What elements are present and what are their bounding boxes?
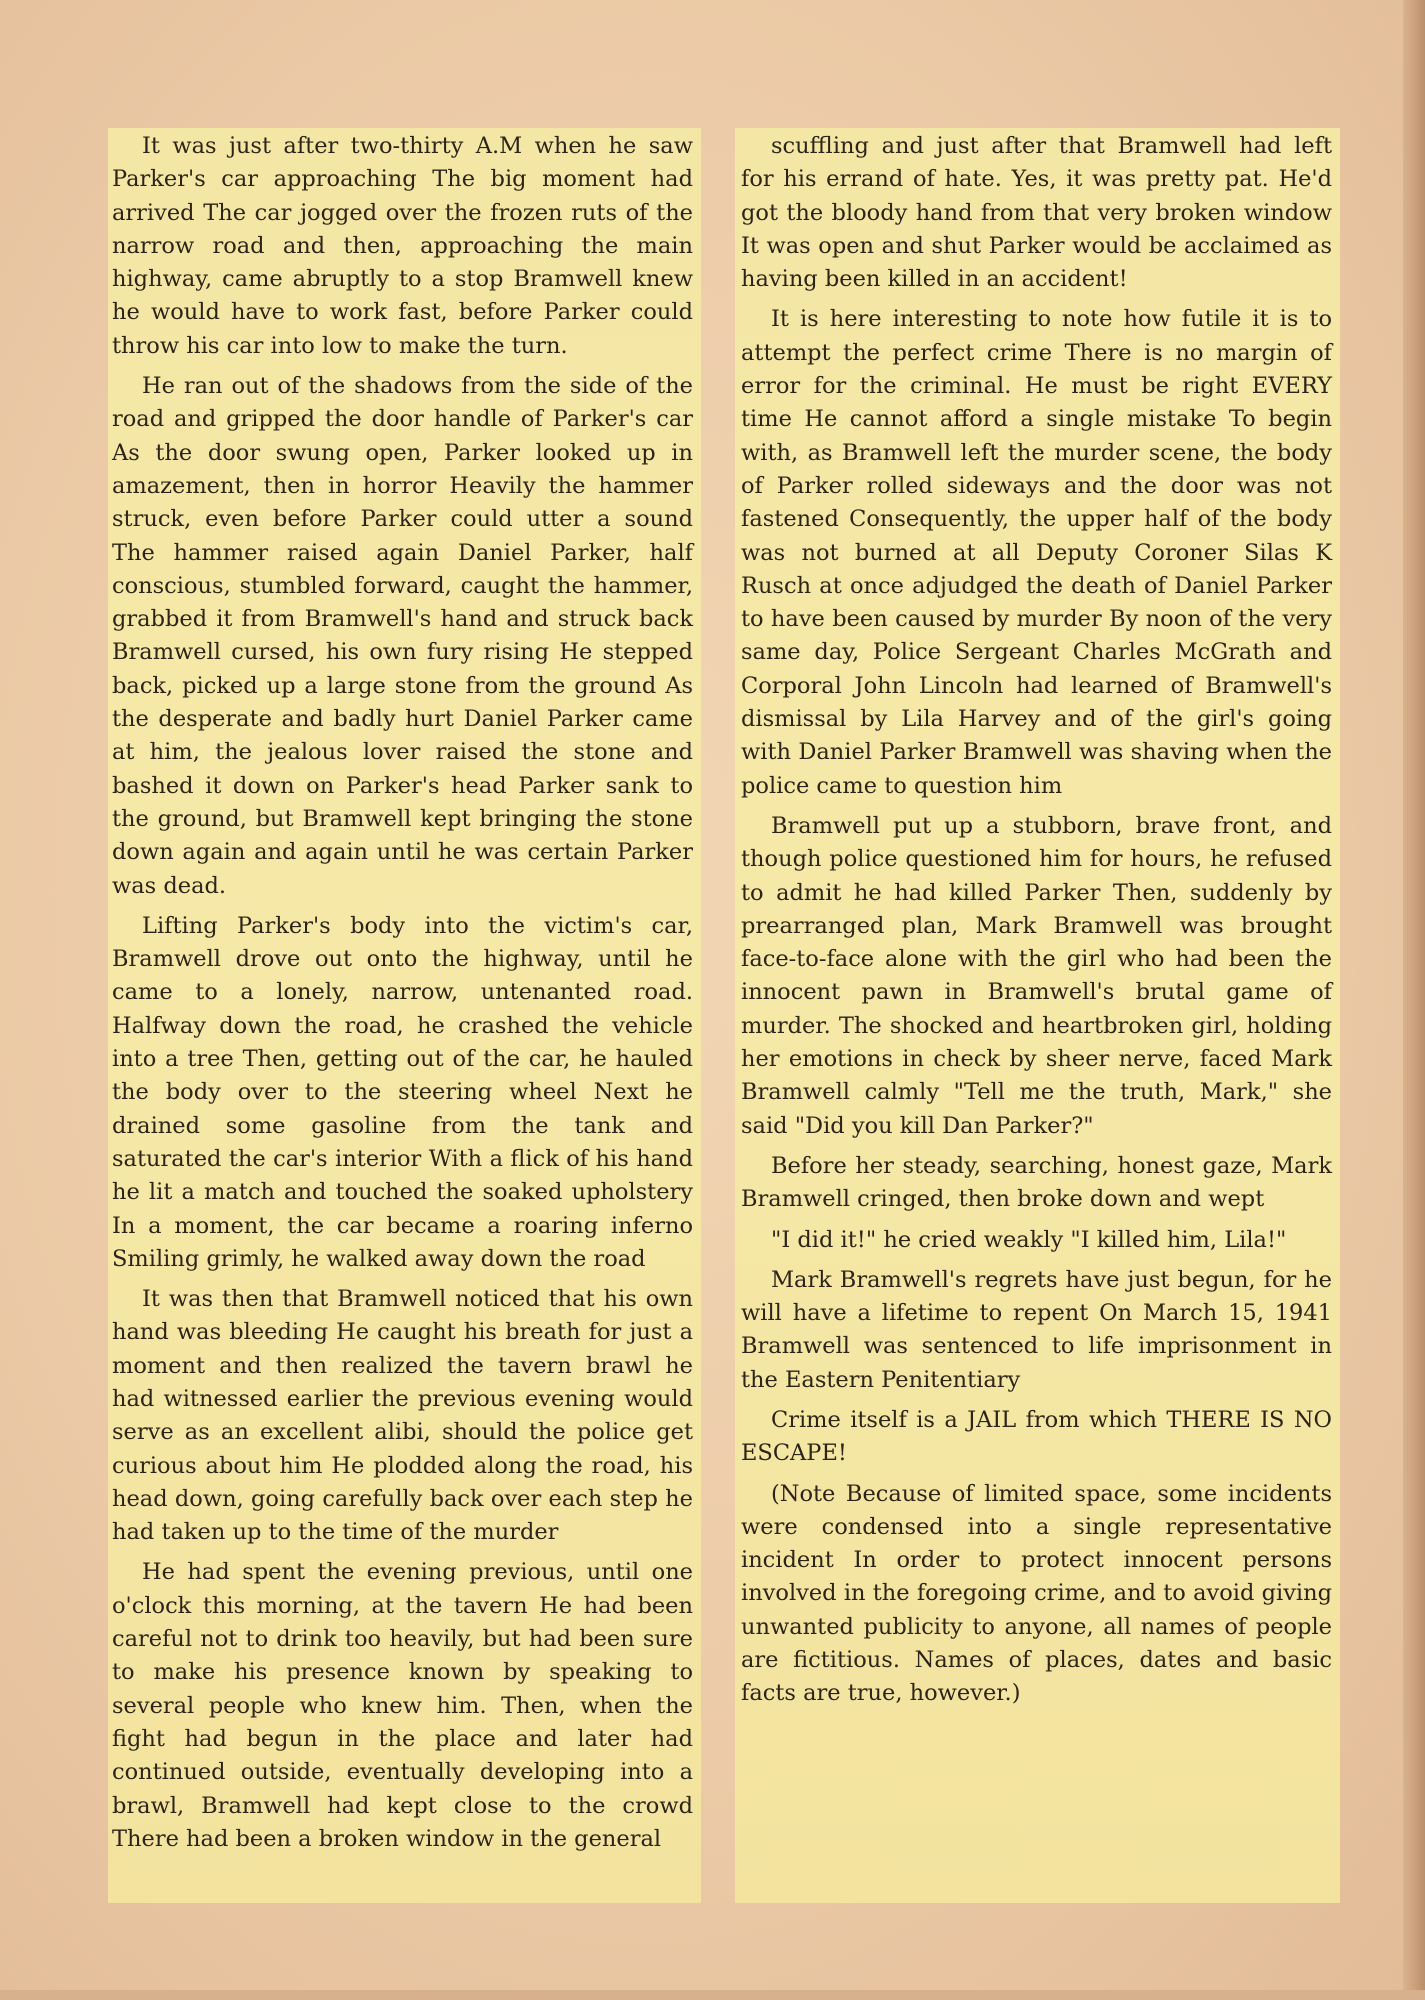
paragraph: Mark Bramwell's regrets have just begun, for he will have a lifetime to repent On March 15, 1941 Bramwell was sentenced to life imprisonment in the Eastern Penitentiary [741,1266,1332,1393]
paragraph: It was then that Bramwell noticed that his own hand was bleeding He caught his breath for just a moment and then realized the tavern brawl he had witnessed earlier the previous evening would serve as an excellent alibi, should the police get curious about him He plodded along the road, his head down, going carefully back over each step he had taken up to the time of the murder [112,1286,693,1546]
paragraph: He had spent the evening previous, until one o'clock this morning, at the tavern He had been careful not to drink too heavily, but had been sure to make his presence known by speaking to several people who knew him. Then, when the fight had begun in the place and later had continued outside, eventually developing into a brawl, Bramwell had kept close to the crowd There had been a broken window in the general [112,1559,693,1852]
paragraph: Before her steady, searching, honest gaze, Mark Bramwell cringed, then broke down and wept [741,1152,1332,1213]
paragraph: Lifting Parker's body into the victim's car, Bramwell drove out onto the highway, until he came to a lonely, narrow, untenanted road. Halfway down the road, he crashed the vehicle into a tree Then, getting out of the car, he hauled the body over to the steering wheel Next he drained some gasoline from the tank and saturated the car's interior With a flick of his hand he lit a match and touched the soaked upholstery In a moment, the car became a roaring inferno Smiling grimly, he walked away down the road [112,912,693,1272]
paragraph: "I did it!" he cried weakly "I killed him, Lila!" [771,1226,1287,1253]
paragraph: Bramwell put up a stubborn, brave front, and though police questioned him for hours, he refused to admit he had killed Parker Then, suddenly by prearranged plan, Mark Bramwell was brought face-to-face alone with the girl who had been the innocent pawn in Bramwell's brutal game of murder. The shocked and heartbroken girl, holding her emotions in check by sheer nerve, faced Mark Bramwell calmly "Tell me the truth, Mark," she said "Did you kill Dan Parker?" [741,812,1332,1139]
editor-note: (Note Because of limited space, some incidents were condensed into a single representative incident In order to protect innocent persons involved in the foregoing crime, and to avoid giving unwanted publicity to anyone, all names of people are fictitious. Names of places, dates and basic facts are true, however.) [741,1480,1332,1707]
left-text-column [108,128,701,1903]
paragraph: scuffling and just after that Bramwell had left for his errand of hate. Yes, it was pretty pat. He'd got the bloody hand from that very broken window It was open and shut Parker would be acclaimed as having been killed in an accident! [741,133,1332,293]
closing-slogan: Crime itself is a JAIL from which THERE IS NO ESCAPE! [741,1406,1332,1467]
page-spine [1403,0,1425,2000]
paragraph: It was just after two-thirty A.M when he saw Parker's car approaching The big moment had arrived The car jogged over the frozen ruts of the narrow road and then, approaching the main highway, came abruptly to a stop Bramwell knew he would have to work fast, before Parker could throw his car into low to make the turn. [112,133,693,359]
right-text-column [735,128,1340,1903]
paragraph: It is here interesting to note how futile it is to attempt the perfect crime There is no margin of error for the criminal. He must be right EVERY time He cannot afford a single mistake To begin with, as Bramwell left the murder scene, the body of Parker rolled sideways and the door was not fastened Consequently, the upper half of the body was not burned at all Deputy Coroner Silas K Rusch at once adjudged the death of Daniel Parker to have been caused by murder By noon of the very same day, Police Sergeant Charles McGrath and Corporal John Lincoln had learned of Bramwell's dismissal by Lila Harvey and of the girl's going with Daniel Parker Bramwell was shaving when the police came to question him [741,306,1332,799]
page-bottom-edge [0,1990,1425,2000]
paragraph: He ran out of the shadows from the side of the road and gripped the door handle of Parker's car As the door swung open, Parker looked up in amazement, then in horror Heavily the hammer struck, even before Parker could utter a sound The hammer raised again Daniel Parker, half conscious, stumbled forward, caught the hammer, grabbed it from Bramwell's hand and struck back Bramwell cursed, his own fury rising He stepped back, picked up a large stone from the ground As the desperate and badly hurt Daniel Parker came at him, the jealous lover raised the stone and bashed it down on Parker's head Parker sank to the ground, but Bramwell kept bringing the stone down again and again until he was certain Parker was dead. [112,373,693,899]
